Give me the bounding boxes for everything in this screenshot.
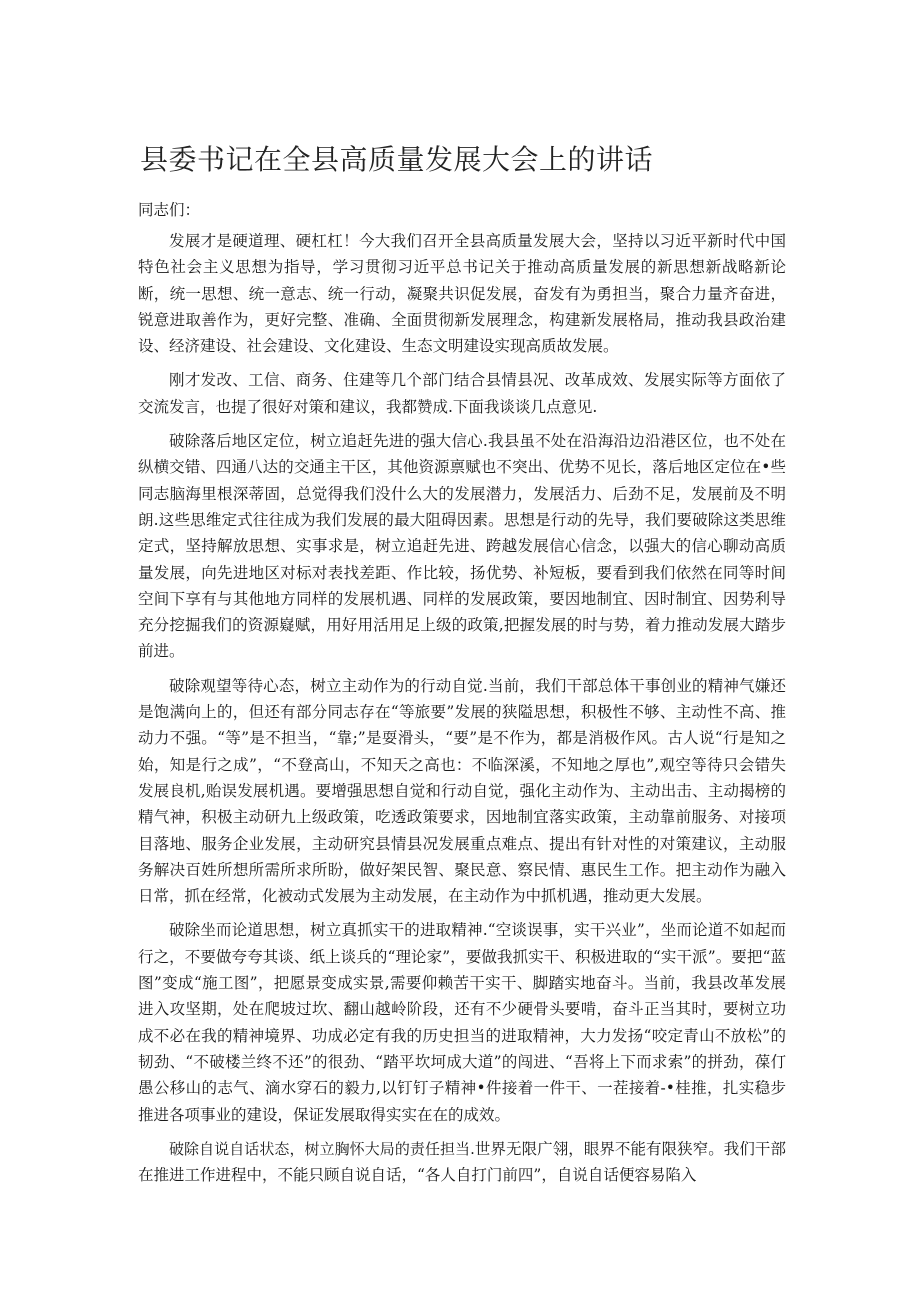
paragraph-point-2: 破除观望等待心态，树立主动作为的行动自觉.当前，我们干部总体干事创业的精神气嫌还是饱满向上的，但还有部分同志存在“等旅要”发展的狭隘思想，积极性不够、主动性不高、推动力不强。“等”是不担当，“靠;”是耍滑头，“要”是不作为，都是消极作风。古人说“行是知之始，知是行之成”，“不登高山，不知天之高也：不临深溪，不知地之厚也”,观空等待只会错失发展良机,贻误发展机遇。要增强思想自觉和行动自觉，强化主动作为、主动出击、主动揭榜的精气神，积极主动研九上级政策，吃透政策要求，因地制宜落实政策，主动靠前服务、对接项目落地、服务企业发展，主动研究县情县况发展重点难点、提出有针对性的对策建议，主动服务解决百姓所想所需所求所盼，做好架民智、聚民意、察民情、惠民生工作。把主动作为融入日常，抓在经常，化被动式发展为主动发展，在主动作为中抓机遇，推动更大发展。 [138, 676, 786, 906]
document-body [138, 228, 786, 1196]
paragraph-point-3: 破除坐而论道思想，树立真抓实干的进取精神.“空谈误事，实干兴业”，坐而论道不如起而行之，不要做夸夸其谈、纸上谈兵的“理论家”，要做我抓实干、积极进取的“实干派”。要把“蓝图”变成“施工图”，把愿景变成实景,需要仰赖苦干实干、脚踏实地奋斗。当前，我县改革发展进入攻坚期，处在爬坡过坎、翻山越岭阶段，还有不少硬骨头要啃，奋斗正当其时，要树立功成不必在我的精神境界、功成必定有我的历史担当的进取精神，大力发扬“咬定青山不放松”的韧劲、“不破楼兰终不还”的很劲、“踏平坎坷成大道”的闯进、“吾将上下而求索”的拼劲，葆仃愚公移山的志气、滴水穿石的毅力,以钉钉子精神•件接着一件干、一茬接着-•桂推，扎实稳步推进各项事业的建设，保证发展取得实实在在的成效。 [138, 921, 786, 1124]
paragraph-opinions: 刚才发改、工信、商务、住建等几个部门结合县情县况、改革成效、发展实际等方面依了交流发言，也提了很好对策和建议，我都赞成.下面我谈谈几点意见. [138, 371, 786, 416]
document-title: 县委书记在全县高质量发展大会上的讲话 [140, 143, 654, 176]
paragraph-point-4 [138, 1136, 786, 1189]
paragraph-intro: 发展才是硬道理、硬杠杠！今大我们召开全县高质量发展大会，坚持以习近平新时代中国特色社会主义思想为指导，学习贯彻习近平总书记关于推动高质量发展的新思想新战略新论断，统一思想、统一意志、统一行动，凝聚共识促发展，奋发有为勇担当，聚合力量齐奋进，锐意进取善作为，更好完整、准确、全面贯彻新发展理念，构建新发展格局，推动我县政治建设、经济建设、社会建设、文化建设、生态文明建设实现高质故发展。 [138, 232, 786, 356]
paragraph-point-4-text: 世界无限广翎，眼界不能有限狭窄。我们干部在推进工作进程中，不能只顾自说自话，“各人自打门前四”，自说自话便容易陷入 [138, 1139, 786, 1185]
paragraph-point-4-lead: 破除自说自话状态，树立胸怀大局的责任担当. [169, 1139, 475, 1158]
salutation: 同志们： [138, 201, 201, 219]
paragraph-point-1: 破除落后地区定位，树立追赶先进的强大信心.我县虽不处在沿海沿边沿港区位，也不处在纵横交错、四通八达的交通主干区，其他资源禀赋也不突出、优势不见长，落后地区定位在•些同志脑海里根深蒂固，总觉得我们没什么大的发展潜力，发展活力、后劲不足，发展前及不明朗.这些思维定式往往成为我们发展的最大阻碍因素。思想是行动的先导，我们要破除这类思维定式，坚持解放思想、实事求是，树立追赶先进、跨越发展信心信念，以强大的信心聊动高质量发展，向先进地区对标对表找差距、作比较，扬优势、补短板，要看到我们依然在同等时间空间下享有与其他地方同样的发展机遇、同样的发展政策，要因地制宜、因时制宜、因势利导充分挖掘我们的资源嶷赋，用好用活用足上级的政策,把握发展的时与势，着力推动发展大踏步前进。 [138, 432, 786, 661]
